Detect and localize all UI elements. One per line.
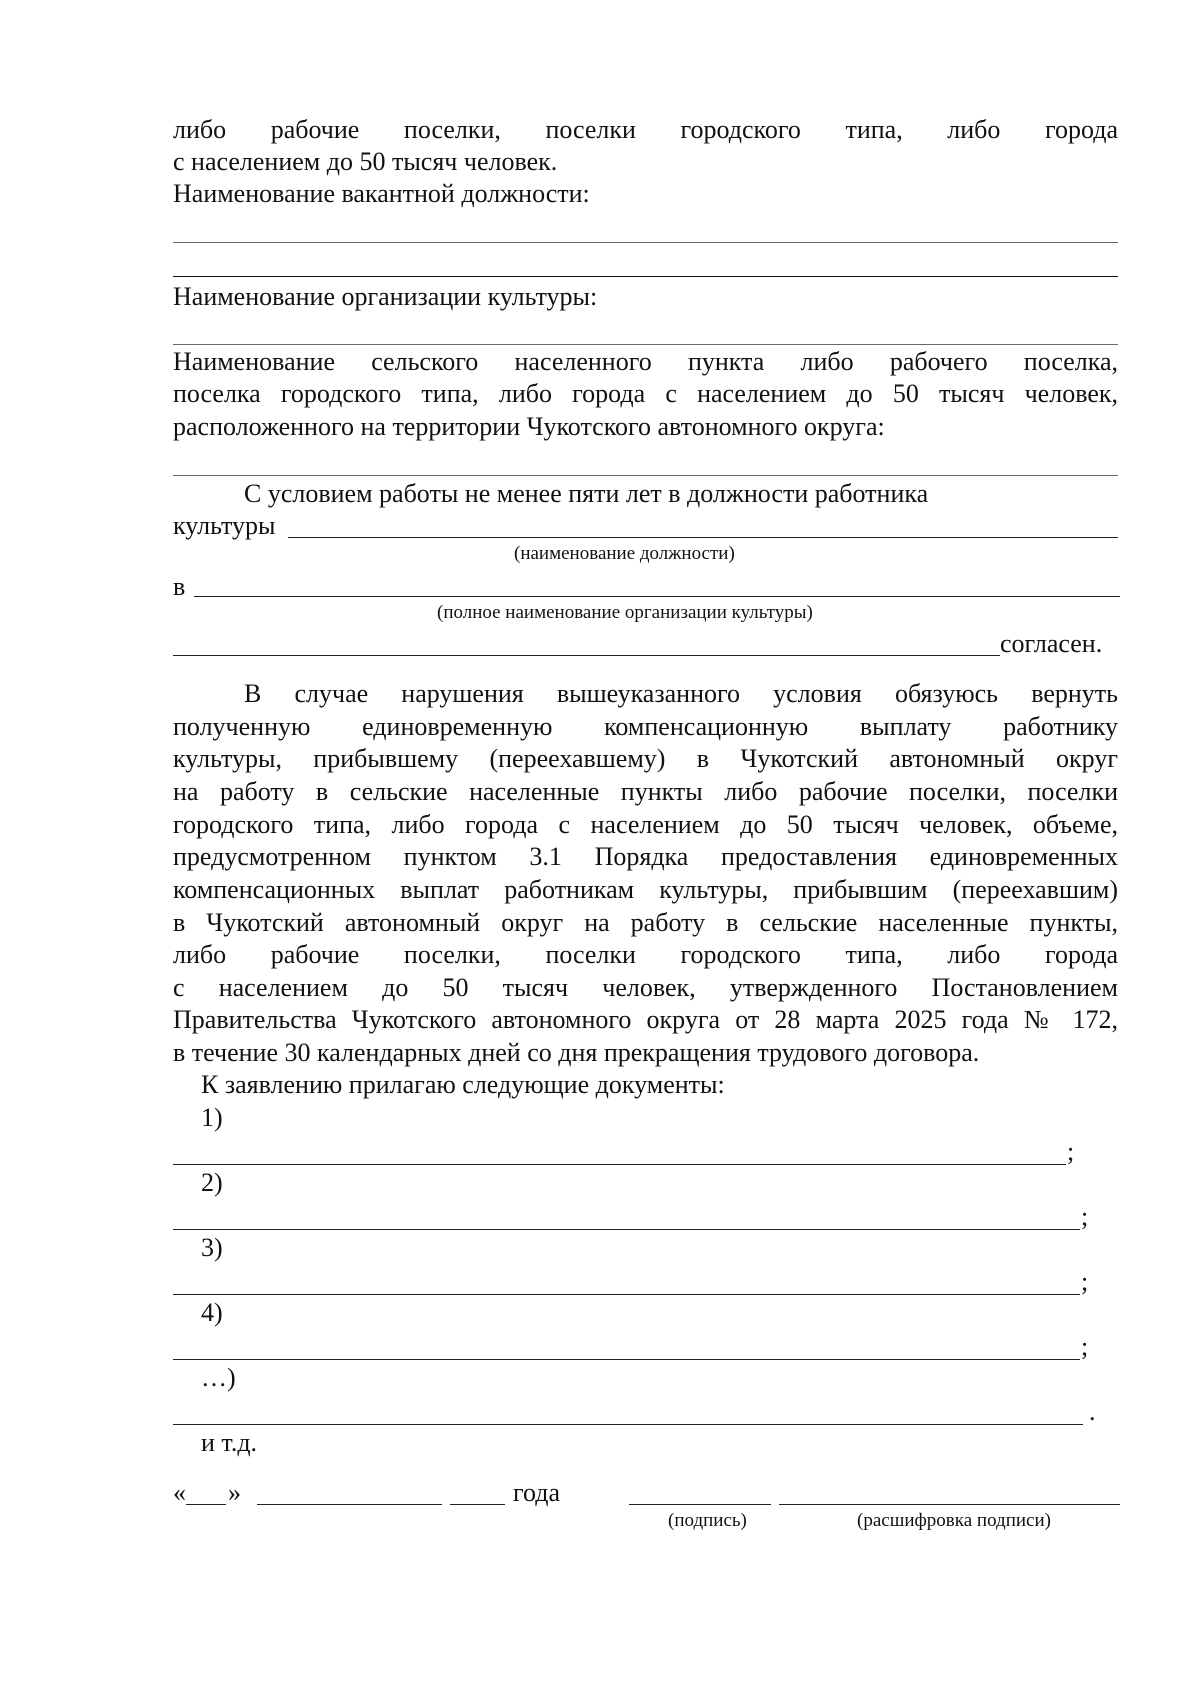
position-line-1[interactable]: [173, 242, 1118, 243]
attachments-etc: и т.д.: [201, 1428, 258, 1457]
settlement-label-line-2: поселка городского типа, либо города с населением до 50 тысяч человек,: [173, 379, 1118, 408]
attachment-line-1[interactable]: [173, 1164, 1066, 1165]
condition-line-2: культуры: [173, 511, 276, 540]
caption-position: (наименование должности): [514, 543, 735, 564]
settlement-line[interactable]: [173, 475, 1118, 476]
month-line[interactable]: [257, 1504, 442, 1505]
attachment-end-2: ;: [1081, 1202, 1089, 1231]
caption-org: (полное наименование организации культуры): [437, 602, 813, 623]
attachment-line-3[interactable]: [173, 1294, 1080, 1295]
violation-line-7: компенсационных выплат работникам культуры, прибывшим (переехавшим): [173, 875, 1118, 904]
condition-extra-line[interactable]: [173, 655, 1000, 656]
prefix-in: в: [173, 572, 186, 601]
violation-line-9: либо рабочие поселки, поселки городского типа, либо города: [173, 940, 1118, 969]
attachment-line-5[interactable]: [173, 1424, 1083, 1425]
attachment-end-3: ;: [1081, 1267, 1089, 1296]
attachment-number-5: …): [201, 1363, 236, 1392]
violation-line-5: городского типа, либо города с населением до 50 тысяч человек, объеме,: [173, 810, 1118, 839]
caption-signature: (подпись): [668, 1510, 747, 1531]
organization-line[interactable]: [173, 344, 1118, 345]
violation-line-2: полученную единовременную компенсационную выплату работнику: [173, 712, 1118, 741]
attachment-number-4: 4): [201, 1298, 223, 1327]
condition-org-line[interactable]: [194, 596, 1120, 597]
violation-line-4: на работу в сельские населенные пункты либо рабочие поселки, поселки: [173, 777, 1118, 806]
violation-line-10: с населением до 50 тысяч человек, утвержденного Постановлением: [173, 973, 1118, 1002]
violation-line-6: предусмотренном пунктом 3.1 Порядка предоставления единовременных: [173, 842, 1118, 871]
decoding-line[interactable]: [779, 1504, 1120, 1505]
settlement-label-line-3: расположенного на территории Чукотского автономного округа:: [173, 412, 885, 441]
attachment-number-3: 3): [201, 1233, 223, 1262]
caption-decoding: (расшифровка подписи): [857, 1510, 1051, 1531]
year-line[interactable]: [450, 1504, 505, 1505]
organization-label: Наименование организации культуры:: [173, 282, 598, 311]
attachment-line-4[interactable]: [173, 1359, 1080, 1360]
position-line-2[interactable]: [173, 276, 1118, 277]
violation-line-12: в течение 30 календарных дней со дня прекращения трудового договора.: [173, 1038, 980, 1067]
settlement-label-line-1: Наименование сельского населенного пункта либо рабочего поселка,: [173, 347, 1118, 376]
agree-text: согласен.: [1000, 629, 1103, 658]
violation-line-1: В случае нарушения вышеуказанного условия обязуюсь вернуть: [244, 679, 1118, 708]
position-label: Наименование вакантной должности:: [173, 179, 590, 208]
attachment-end-5: .: [1089, 1397, 1096, 1426]
attachment-end-4: ;: [1081, 1332, 1089, 1361]
quote-close: »: [228, 1478, 241, 1507]
violation-line-3: культуры, прибывшему (переехавшему) в Чукотский автономный округ: [173, 744, 1118, 773]
day-line[interactable]: [186, 1504, 226, 1505]
attachment-number-1: 1): [201, 1103, 223, 1132]
signature-line[interactable]: [629, 1504, 771, 1505]
intro-line-1: либо рабочие поселки, поселки городского типа, либо города: [173, 115, 1118, 144]
violation-line-11: Правительства Чукотского автономного округа от 28 марта 2025 года № 172,: [173, 1005, 1118, 1034]
condition-line-1: С условием работы не менее пяти лет в должности работника: [244, 479, 929, 508]
attachment-end-1: ;: [1067, 1137, 1075, 1166]
violation-line-8: в Чукотский автономный округ на работу в сельские населенные пункты,: [173, 908, 1118, 937]
quote-open: «: [173, 1478, 186, 1507]
attachment-number-2: 2): [201, 1168, 223, 1197]
attachment-line-2[interactable]: [173, 1229, 1080, 1230]
intro-line-2: с населением до 50 тысяч человек.: [173, 147, 558, 176]
year-word: года: [513, 1478, 561, 1507]
condition-position-line[interactable]: [288, 537, 1118, 538]
attachments-intro: К заявлению прилагаю следующие документы:: [201, 1070, 725, 1099]
